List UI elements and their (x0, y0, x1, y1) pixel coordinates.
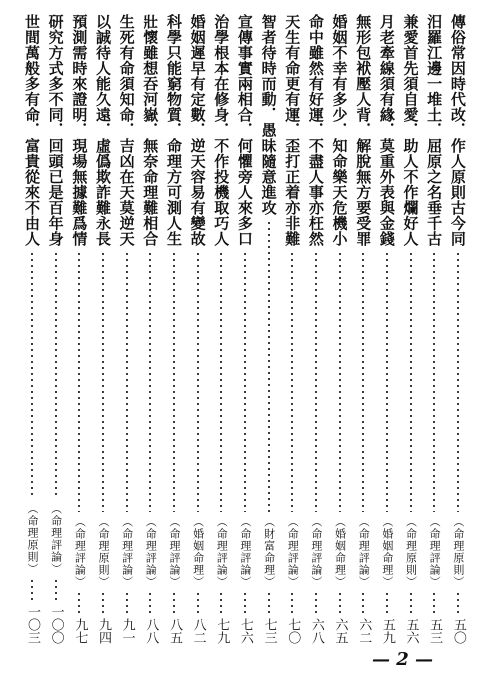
toc-entry-page: 六五 (332, 618, 348, 644)
toc-entry[interactable] (22, 14, 42, 644)
dot-leader (386, 591, 388, 615)
toc-entry[interactable] (140, 14, 160, 644)
toc-entry-page: 五六 (403, 618, 419, 644)
dot-leader (315, 251, 317, 513)
toc-entry[interactable] (69, 14, 89, 644)
toc-entry[interactable] (211, 14, 231, 644)
dot-leader (433, 251, 435, 513)
toc-entry-category: （命理評論） (120, 516, 134, 588)
toc-entry-title: 以誠待人能久遠．虛僞欺詐難永長 (93, 14, 112, 247)
dot-leader (149, 251, 151, 513)
page-number: — 2 — (372, 649, 434, 670)
toc-entry-page: 七六 (237, 618, 253, 644)
table-of-contents (22, 14, 468, 644)
dot-leader (102, 591, 104, 615)
toc-entry-page: 九七 (72, 618, 88, 644)
dot-leader (362, 591, 364, 615)
dot-leader (126, 251, 128, 513)
toc-entry-page: 八二 (190, 618, 206, 644)
dot-leader (197, 251, 199, 513)
dot-leader (78, 591, 80, 615)
toc-entry-title: 婚姻遲早有定數．逆天容易有變故 (188, 14, 207, 247)
dot-leader (386, 251, 388, 513)
dot-leader (197, 591, 199, 615)
dot-leader (339, 251, 341, 513)
toc-entry[interactable] (235, 14, 255, 644)
toc-entry-category: （命理評論） (238, 516, 252, 588)
toc-entry-page: 七九 (214, 618, 230, 644)
toc-entry-title: 智者待時而動．愚昧隨意進攻 (259, 14, 278, 216)
toc-entry-title: 世間萬般多有命．富貴從來不由人 (23, 14, 41, 247)
dot-leader (55, 578, 57, 602)
dot-leader (31, 578, 33, 602)
toc-entry[interactable] (188, 14, 208, 644)
toc-entry-title: 婚姻不幸有多少．知命樂天危機小 (330, 14, 349, 247)
toc-entry-page: 五九 (379, 618, 395, 644)
toc-entry-category: （婚姻命理） (333, 516, 347, 588)
toc-entry-category: （命理評論） (167, 516, 181, 588)
toc-entry-page: 八五 (166, 618, 182, 644)
toc-entry-category: （婚姻命理） (380, 516, 394, 588)
toc-entry[interactable] (306, 14, 326, 644)
toc-entry[interactable] (117, 14, 137, 644)
toc-entry-title: 汨羅江邊一堆土．屈原之名垂千古 (425, 14, 444, 247)
toc-entry-category: （命理評論） (73, 516, 87, 588)
toc-entry-title: 天生有命更有運．歪打正着亦非難 (283, 14, 302, 247)
toc-entry[interactable] (353, 14, 373, 644)
toc-entry-title: 傳俗常因時代改．作人原則古今同 (448, 14, 467, 247)
toc-entry-title: 壯懷雖想吞河嶽．無奈命理難相合 (141, 14, 160, 247)
dot-leader (244, 591, 246, 615)
dot-leader (268, 220, 270, 513)
toc-entry[interactable] (93, 14, 113, 644)
toc-entry-title: 預測需時來證明．現場無據難爲情 (70, 14, 89, 247)
toc-entry-page: 九四 (95, 618, 111, 644)
toc-entry-page: 六二 (356, 618, 372, 644)
dot-leader (173, 591, 175, 615)
toc-entry-title: 月老牽線須有緣．莫重外表與金錢 (377, 14, 396, 247)
dot-leader (220, 251, 222, 513)
toc-entry-page: 六八 (308, 618, 324, 644)
dot-leader (291, 591, 293, 615)
dot-leader (410, 251, 412, 513)
toc-entry-page: 一〇三 (25, 605, 40, 644)
toc-entry-title: 研究方式多不同．回頭已是百年身 (46, 14, 65, 247)
toc-entry-category: （命理評論） (357, 516, 371, 588)
toc-entry-title: 生死有命須知命．吉凶在天莫逆天 (117, 14, 136, 247)
toc-entry[interactable] (259, 14, 279, 644)
toc-entry-page: 五〇 (450, 618, 466, 644)
toc-entry-category: （命理評論） (144, 516, 158, 588)
toc-entry-category: （命理評論） (309, 516, 323, 588)
toc-entry-category: （命理原則） (404, 516, 418, 588)
toc-entry-title: 治學根本在修身．不作投機取巧人 (212, 14, 231, 247)
toc-entry[interactable] (46, 14, 66, 644)
toc-entry-title: 兼愛首先須自愛．助人不作爛好人 (401, 14, 420, 247)
dot-leader (339, 591, 341, 615)
dot-leader (457, 591, 459, 615)
dot-leader (410, 591, 412, 615)
toc-entry-title: 宣傳事實兩相合．何懼旁人來多口 (235, 14, 254, 247)
toc-entry-title: 無形包袱壓人背．解脫無方要受罪 (354, 14, 373, 247)
toc-entry-page: 七三 (261, 618, 277, 644)
toc-entry-category: （命理評論） (49, 503, 63, 575)
toc-entry[interactable] (448, 14, 468, 644)
toc-entry-category: （命理原則） (26, 503, 39, 575)
dot-leader (244, 251, 246, 513)
dot-leader (457, 251, 459, 513)
dot-leader (55, 251, 57, 500)
toc-entry[interactable] (424, 14, 444, 644)
dot-leader (126, 591, 128, 615)
dot-leader (315, 591, 317, 615)
dot-leader (268, 591, 270, 615)
dot-leader (78, 251, 80, 513)
dot-leader (102, 251, 104, 513)
toc-entry-category: （命理評論） (215, 516, 229, 588)
toc-entry-category: （命理原則） (451, 516, 465, 588)
toc-entry-title: 科學只能窮物質．命理方可測人生 (164, 14, 183, 247)
toc-entry-category: （財富命理） (262, 516, 276, 588)
toc-entry-page: 八八 (143, 618, 159, 644)
toc-entry[interactable] (401, 14, 421, 644)
toc-entry[interactable] (282, 14, 302, 644)
dot-leader (291, 251, 293, 513)
toc-entry-page: 九一 (119, 618, 135, 644)
toc-entry-page: 一〇〇 (48, 605, 64, 644)
toc-entry[interactable] (164, 14, 184, 644)
toc-entry-page: 七〇 (285, 618, 301, 644)
toc-entry-category: （命理原則） (96, 516, 110, 588)
toc-entry[interactable] (377, 14, 397, 644)
toc-entry-category: （命理評論） (428, 516, 442, 588)
toc-entry[interactable] (330, 14, 350, 644)
dot-leader (31, 251, 33, 500)
toc-entry-category: （命理評論） (286, 516, 300, 588)
dot-leader (220, 591, 222, 615)
toc-entry-page: 五三 (427, 618, 443, 644)
dot-leader (433, 591, 435, 615)
dot-leader (362, 251, 364, 513)
dot-leader (149, 591, 151, 615)
toc-entry-title: 命中雖然有好運．不盡人事亦枉然 (306, 14, 325, 247)
dot-leader (173, 251, 175, 513)
toc-entry-category: （婚姻命理） (191, 516, 205, 588)
